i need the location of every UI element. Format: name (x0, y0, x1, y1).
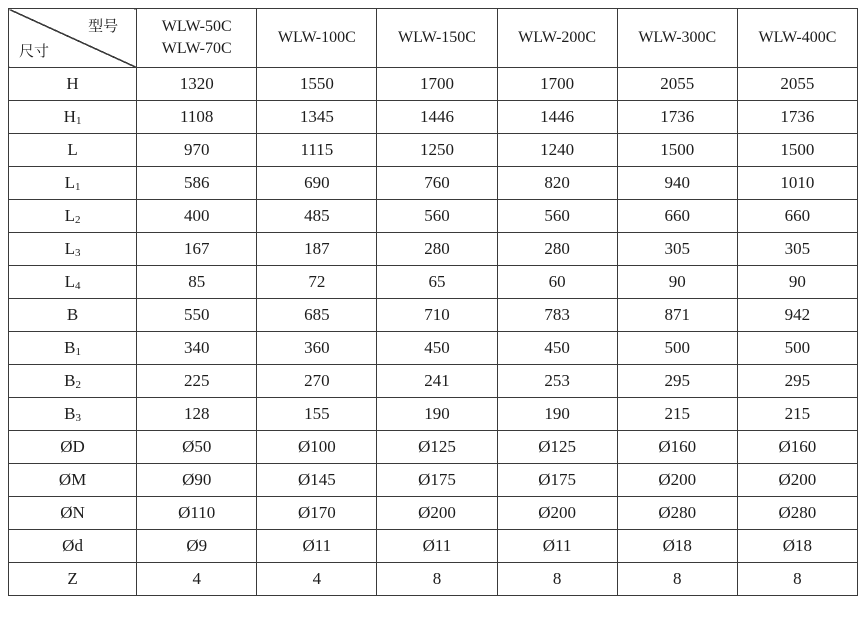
dimension-subscript: 2 (75, 379, 81, 391)
dimension-label-cell (9, 266, 137, 299)
dimension-value-cell: Ø280 (737, 497, 857, 530)
dimension-value-cell: 1446 (497, 101, 617, 134)
dimension-value-cell: 970 (137, 134, 257, 167)
dimension-label-cell (9, 200, 137, 233)
dimension-label-cell (9, 233, 137, 266)
dimension-value-cell: 241 (377, 365, 497, 398)
dimension-value-cell: Ø11 (257, 530, 377, 563)
dimension-value-cell: 1500 (617, 134, 737, 167)
dimension-symbol: L (67, 140, 78, 159)
dimension-value-cell: Ø145 (257, 464, 377, 497)
dimension-value-cell: 500 (737, 332, 857, 365)
dimension-label-cell (9, 101, 137, 134)
model-name: WLW-70C (161, 40, 232, 57)
dimension-subscript: 1 (75, 115, 82, 127)
dimension-value-cell: 4 (137, 563, 257, 596)
dimension-symbol: Z (67, 569, 78, 588)
dimension-value-cell: 760 (377, 167, 497, 200)
dimension-value-cell: 128 (137, 398, 257, 431)
dimension-value-cell: 685 (257, 299, 377, 332)
dimension-symbol: B (64, 404, 76, 423)
dimension-value-cell: 90 (737, 266, 857, 299)
dimension-value-cell: Ø160 (737, 431, 857, 464)
dimension-value-cell: 1500 (737, 134, 857, 167)
dimension-value-cell: 783 (497, 299, 617, 332)
dimension-value-cell: 295 (617, 365, 737, 398)
model-header-cell (257, 9, 377, 68)
dimension-symbol: L (64, 239, 76, 258)
dimension-value-cell: Ø200 (737, 464, 857, 497)
dimension-value-cell: 710 (377, 299, 497, 332)
table-row (9, 464, 858, 497)
dimension-value-cell: 1108 (137, 101, 257, 134)
dimension-value-cell: 253 (497, 365, 617, 398)
table-row (9, 299, 858, 332)
dimension-label-cell (9, 431, 137, 464)
dimension-value-cell: 485 (257, 200, 377, 233)
model-axis-label: 型号 (88, 17, 119, 35)
dimension-value-cell: 65 (377, 266, 497, 299)
dimension-subscript: 2 (75, 214, 81, 226)
table-row (9, 101, 858, 134)
dimension-value-cell: 280 (497, 233, 617, 266)
dimension-value-cell: 215 (617, 398, 737, 431)
table-row (9, 431, 858, 464)
dimension-value-cell: 1446 (377, 101, 497, 134)
dimension-value-cell: Ø200 (617, 464, 737, 497)
dimension-value-cell: 190 (497, 398, 617, 431)
dimension-value-cell: Ø9 (137, 530, 257, 563)
dimension-value-cell: 1700 (377, 68, 497, 101)
dimension-subscript: 3 (75, 247, 81, 259)
dimension-value-cell: 940 (617, 167, 737, 200)
dimension-value-cell: Ø90 (137, 464, 257, 497)
dimension-subscript: 3 (75, 412, 81, 424)
dimension-symbol: L (64, 272, 76, 291)
dimension-value-cell: 2055 (617, 68, 737, 101)
model-name: WLW-200C (518, 29, 597, 46)
dimension-label-cell (9, 398, 137, 431)
dimension-value-cell: Ø18 (737, 530, 857, 563)
dimension-value-cell: Ø200 (497, 497, 617, 530)
dimension-value-cell: 1700 (497, 68, 617, 101)
dimension-symbol: B (64, 371, 76, 390)
table-body (9, 68, 858, 596)
dimension-value-cell: Ø18 (617, 530, 737, 563)
table-row (9, 266, 858, 299)
dimension-value-cell: 450 (377, 332, 497, 365)
dimension-value-cell: 450 (497, 332, 617, 365)
dimension-value-cell: 305 (737, 233, 857, 266)
model-name: WLW-400C (758, 29, 837, 46)
dimension-value-cell: Ø280 (617, 497, 737, 530)
dimension-value-cell: 1736 (617, 101, 737, 134)
dimension-value-cell: 560 (377, 200, 497, 233)
model-name: WLW-300C (638, 29, 717, 46)
dimension-value-cell: 280 (377, 233, 497, 266)
table-row (9, 200, 858, 233)
table-row (9, 68, 858, 101)
dimension-value-cell: 360 (257, 332, 377, 365)
dimension-value-cell: 1010 (737, 167, 857, 200)
dimension-value-cell: Ø125 (377, 431, 497, 464)
table-row (9, 563, 858, 596)
dimension-value-cell: Ø200 (377, 497, 497, 530)
dimension-value-cell: 305 (617, 233, 737, 266)
dimension-value-cell: 225 (137, 365, 257, 398)
dimension-value-cell: 500 (617, 332, 737, 365)
dimension-value-cell: 560 (497, 200, 617, 233)
dimension-value-cell: 60 (497, 266, 617, 299)
dimension-value-cell: 8 (497, 563, 617, 596)
dimension-value-cell: Ø110 (137, 497, 257, 530)
dimension-value-cell: 871 (617, 299, 737, 332)
dimension-label-cell (9, 365, 137, 398)
dimension-value-cell: 820 (497, 167, 617, 200)
dimension-value-cell: 942 (737, 299, 857, 332)
dimension-label-cell (9, 167, 137, 200)
table-row (9, 167, 858, 200)
dimension-value-cell: 8 (377, 563, 497, 596)
dimension-symbol: L (64, 173, 76, 192)
dimension-value-cell: 85 (137, 266, 257, 299)
dimension-value-cell: 1345 (257, 101, 377, 134)
dimension-symbol: B (66, 305, 79, 324)
table-row (9, 365, 858, 398)
dimension-value-cell: 1550 (257, 68, 377, 101)
table-row (9, 134, 858, 167)
dimension-label-cell (9, 497, 137, 530)
model-header-cell (137, 9, 257, 68)
dimension-symbol: B (64, 338, 76, 357)
corner-header-cell (9, 9, 137, 68)
dimension-value-cell: 2055 (737, 68, 857, 101)
dimension-value-cell: 1320 (137, 68, 257, 101)
dimension-symbol: ØM (58, 470, 87, 489)
dimension-subscript: 1 (75, 346, 81, 358)
dimension-label-cell (9, 299, 137, 332)
dimension-value-cell: 660 (737, 200, 857, 233)
dimension-value-cell: 190 (377, 398, 497, 431)
table-row (9, 398, 858, 431)
dimension-value-cell: 8 (737, 563, 857, 596)
dimension-symbol: ØN (60, 503, 85, 522)
dimension-value-cell: 4 (257, 563, 377, 596)
dimension-axis-label: 尺寸 (19, 42, 50, 60)
dimension-value-cell: 215 (737, 398, 857, 431)
table-row (9, 233, 858, 266)
dimension-symbol: L (64, 206, 76, 225)
dimension-value-cell: 270 (257, 365, 377, 398)
model-header-cell (737, 9, 857, 68)
dimension-symbol: H (63, 107, 76, 126)
dimension-symbol: H (66, 74, 79, 93)
dimension-value-cell: Ø11 (377, 530, 497, 563)
model-name: WLW-150C (398, 29, 476, 46)
model-header-cell (497, 9, 617, 68)
model-header-cell (377, 9, 497, 68)
header-row (9, 9, 858, 68)
model-name: WLW-50C (161, 18, 232, 35)
dimension-value-cell: Ø125 (497, 431, 617, 464)
dimension-label-cell (9, 563, 137, 596)
dimension-value-cell: Ø100 (257, 431, 377, 464)
dimension-value-cell: Ø50 (137, 431, 257, 464)
dimension-value-cell: Ø170 (257, 497, 377, 530)
dimension-value-cell: 295 (737, 365, 857, 398)
dimension-symbol: Ød (62, 536, 83, 555)
dimension-value-cell: 660 (617, 200, 737, 233)
model-name: WLW-100C (277, 29, 356, 46)
dimension-label-cell (9, 464, 137, 497)
dimension-table (8, 8, 858, 596)
dimension-value-cell: 1240 (497, 134, 617, 167)
dimension-label-cell (9, 134, 137, 167)
dimension-value-cell: 550 (137, 299, 257, 332)
dimension-value-cell: 187 (257, 233, 377, 266)
dimension-value-cell: 155 (257, 398, 377, 431)
dimension-value-cell: 167 (137, 233, 257, 266)
dimension-value-cell: 690 (257, 167, 377, 200)
dimension-label-cell (9, 332, 137, 365)
table-row (9, 332, 858, 365)
dimension-label-cell (9, 68, 137, 101)
dimension-value-cell: 8 (617, 563, 737, 596)
dimension-subscript: 1 (75, 181, 81, 193)
dimension-value-cell: 340 (137, 332, 257, 365)
dimension-value-cell: 72 (257, 266, 377, 299)
dimension-value-cell: 90 (617, 266, 737, 299)
dimension-value-cell: 1115 (257, 134, 377, 167)
dimension-value-cell: Ø175 (377, 464, 497, 497)
dimension-symbol: ØD (60, 437, 85, 456)
dimension-value-cell: Ø160 (617, 431, 737, 464)
table-row (9, 530, 858, 563)
dimension-label-cell (9, 530, 137, 563)
dimension-value-cell: 1250 (377, 134, 497, 167)
dimension-value-cell: 400 (137, 200, 257, 233)
dimension-subscript: 4 (75, 280, 81, 292)
table-row (9, 497, 858, 530)
model-header-cell (617, 9, 737, 68)
dimension-value-cell: 586 (137, 167, 257, 200)
dimension-value-cell: 1736 (737, 101, 857, 134)
dimension-value-cell: Ø175 (497, 464, 617, 497)
dimension-value-cell: Ø11 (497, 530, 617, 563)
